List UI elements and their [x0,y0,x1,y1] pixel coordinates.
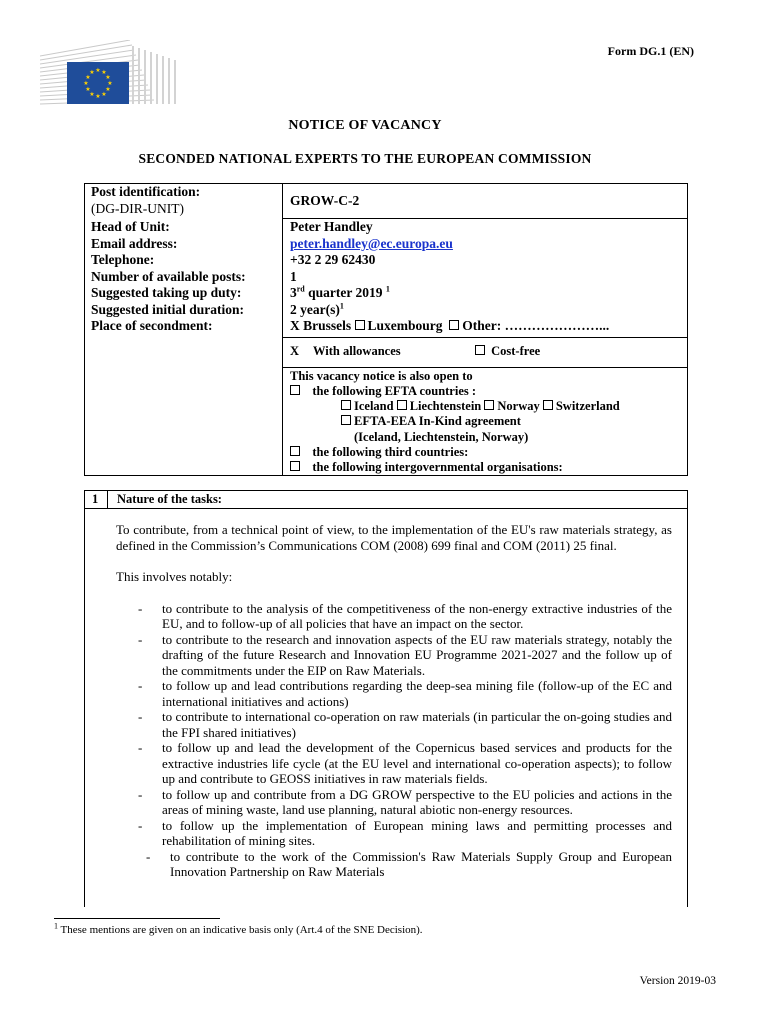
liechtenstein-checkbox[interactable] [397,400,407,410]
tasks-body [116,522,672,880]
list-item: - to contribute to the research and innovation aspects of the EU raw materials strategy, notably the drafting of the future Research and Innovation EU Programme 2021-2027 and the follow up of the commitments under the EIP on Raw Materials. [138,631,672,678]
taking-up-duty-value: 3rd quarter 2019 $^1$ [290,284,390,300]
telephone-label: Telephone: [91,252,155,267]
footnote-mark: 1 [54,921,58,931]
place-brussels: X Brussels [290,318,352,333]
initial-duration-value: 2 $year(s)^1$ [290,301,344,317]
version-label: Version 2019-03 [639,975,716,987]
svg-text:★: ★ [101,69,107,76]
tasks-section [84,490,688,907]
initial-duration-label: Suggested initial duration: [91,301,245,317]
post-id-value: GROW-C-2 [290,193,360,208]
place-of-secondment-value: X Brussels Luxembourg Other: …………………... [290,318,610,333]
luxembourg-checkbox[interactable] [355,320,365,330]
efta-country-list: Iceland Liechtenstein Norway Switzerland [341,399,620,415]
svg-text:★: ★ [89,69,95,76]
post-id-label: Post identification: [91,184,201,199]
tasks-list [116,601,672,880]
cost-free-option: Cost-free [475,344,540,360]
third-countries-checkbox[interactable] [290,446,300,456]
list-item: - to follow up and lead contributions regarding the deep-sea mining file (follow-up of the EC and international initiatives and actions) [138,678,672,709]
footnote-divider [54,918,220,919]
head-of-unit-label: Head of Unit: [91,219,170,234]
page-title: NOTICE OF VACANCY [288,118,442,133]
list-item: - to follow up and contribute from a DG GROW perspective to the EU policies and actions in the areas of mining waste, land use planning, natural abiotic non-energy resources. [138,786,672,817]
tasks-heading: Nature of the tasks: [117,492,222,506]
svg-text:★: ★ [105,86,111,93]
norway-checkbox[interactable] [484,400,494,410]
iceland-checkbox[interactable] [341,400,351,410]
available-posts-label: Number of available posts: [91,268,246,284]
list-item: - to contribute to the work of the Commission's Raw Materials Supply Group and European Innovation Partnership on Raw Materials [146,848,672,879]
open-to-intro: This vacancy notice is also open to [290,369,473,383]
tasks-number: 1 [92,492,99,506]
post-id-sublabel: (DG-DIR-UNIT) [91,201,184,216]
footnote-text: These mentions are given on an indicative basis only (Art.4 of the SNE Decision). [58,924,423,936]
svg-text:★: ★ [101,91,107,98]
efta-eea-checkbox[interactable] [341,415,351,425]
with-allowances-label: With allowances [313,344,401,358]
svg-text:★: ★ [83,80,89,87]
igo-option: the following intergovernmental organisations: [290,460,563,476]
svg-text:★: ★ [95,93,101,100]
telephone-value: +32 2 29 62430 [290,252,376,267]
list-item: - to contribute to international co-operation on raw materials (in particular the on-going studies and the FPI shared initiatives) [138,709,672,740]
form-id: Form DG.1 (EN) [607,44,694,58]
email-label: Email address: [91,235,178,251]
svg-text:★: ★ [95,67,101,74]
svg-text:★: ★ [105,74,111,81]
tasks-intro: To contribute, from a technical point of view, to the implementation of the EU's raw materials strategy, as defined in the Commission’s Communications COM (2008) 699 final and COM (2011) 25 final. [116,522,672,553]
efta-eea-countries: (Iceland, Liechtenstein, Norway) [354,430,529,444]
switzerland-checkbox[interactable] [543,400,553,410]
footnote [54,921,423,936]
efta-eea-option: EFTA-EEA In-Kind agreement [341,414,521,430]
third-countries-option: the following third countries: [290,445,468,461]
taking-up-duty-label: Suggested taking up duty: [91,285,242,300]
efta-countries-option: the following EFTA countries : [290,384,476,400]
list-item: - to follow up the implementation of European mining laws and permitting processes and rehabilitation of mining sites. [138,817,672,848]
available-posts-value: 1 [290,268,297,284]
efta-checkbox[interactable] [290,385,300,395]
svg-text:★: ★ [85,74,91,81]
svg-text:★: ★ [107,80,113,87]
footnote-ref: 1 [385,284,390,294]
post-info-table [84,183,688,476]
svg-text:★: ★ [89,91,95,98]
european-commission-logo [40,40,180,106]
place-of-secondment-label: Place of secondment: [91,318,213,333]
igo-checkbox[interactable] [290,461,300,471]
other-checkbox[interactable] [449,320,459,330]
list-item: - to follow up and lead the development of the Copernicus based services and products for the extractive industries life cycle (at the EU level and international co-operation aspects); to follow up and contribute to GEOSS initiatives in raw materials fields. [138,740,672,786]
list-item: - to contribute to the analysis of the competitiveness of the non-energy extractive industries of the EU, and to follow-up of all policies that have an impact on the sector. [138,600,672,631]
email-link[interactable]: peter.handley@ec.europa.eu [290,235,453,251]
tasks-involves: This involves notably: [116,569,233,584]
svg-text:★: ★ [85,86,91,93]
page-subtitle: SECONDED NATIONAL EXPERTS TO THE EUROPEAN COMMISSION [138,151,592,166]
with-allowances-mark: X [290,344,300,358]
head-of-unit-value: Peter Handley [290,219,373,234]
cost-free-checkbox[interactable] [475,345,485,355]
